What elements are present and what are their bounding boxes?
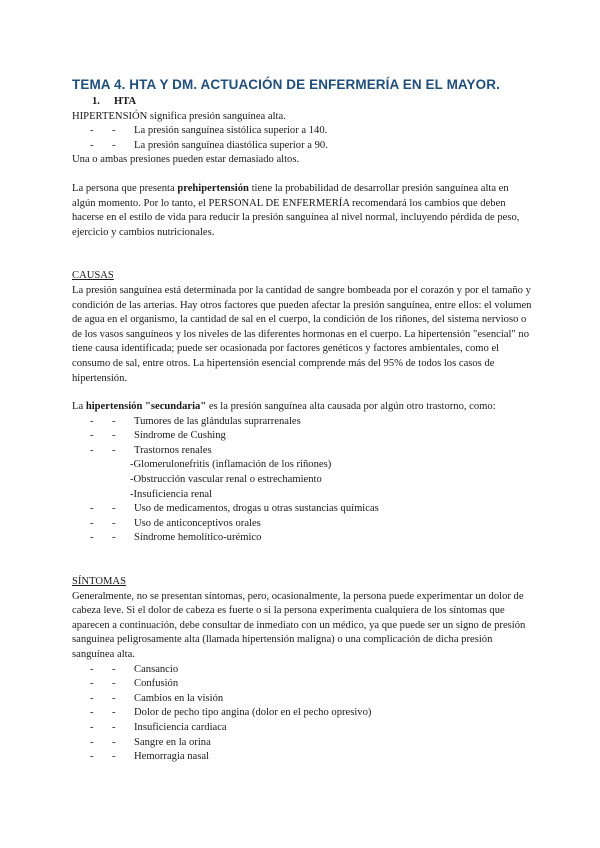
hta-outro: Una o ambas presiones pueden estar demasiado altos. — [72, 154, 300, 166]
prehipertension-paragraph: La persona que presenta prehipertensión tiene la probabilidad de desarrollar presión sanguínea alta en algún momento. Por lo tanto, el PERSONAL DE ENFERMERÍA recomendará los cambios que deben hacerse en el estilo de vida para reducir la presión sanguínea al nivel normal, incluyendo pérdida de peso, ejercicio y cambios nutricionales. — [72, 182, 520, 238]
sublist-item: -Glomerulonefritis (inflamación de los riñones) — [130, 459, 332, 471]
list-item: - - Cambios en la visión — [72, 692, 532, 707]
causas-list-continued — [72, 502, 532, 546]
section-heading-text: HTA — [114, 96, 137, 107]
hta-intro: HIPERTENSIÓN significa presión sanguínea alta. — [72, 110, 286, 122]
hta-list — [72, 124, 532, 153]
list-item: - - La presión sanguínea diastólica superior a 90. — [72, 139, 532, 154]
list-item: - - Cansancio — [72, 663, 532, 678]
list-item: - - Síndrome de Cushing — [72, 429, 532, 444]
secundaria-paragraph: La hipertensión "secundaria" es la presión sanguínea alta causada por algún otro trastorno, como: — [72, 401, 496, 413]
section-number: 1. — [92, 96, 100, 107]
sintomas-heading: SÍNTOMAS — [72, 576, 126, 588]
sublist-item: -Insuficiencia renal — [130, 488, 213, 500]
list-item: - - Sangre en la orina — [72, 736, 532, 751]
causas-list — [72, 415, 532, 459]
renal-sublist — [72, 458, 532, 502]
list-item: - - Uso de anticonceptivos orales — [72, 517, 532, 532]
causas-paragraph: La presión sanguínea está determinada por la cantidad de sangre bombeada por el corazón y por el tamaño y condición de las arterias. Hay otros factores que pueden afectar la presión sanguínea, entre ellos: el volumen de agua en el organismo, la cantidad de sal en el cuerpo, la condición de los riñones, del sistema nervioso o de los vasos sanguíneos y los niveles de las diferentes hormonas en el cuerpo. La hipertensión "esencial" no tiene causa identificada; puede ser ocasionada por factores genéticos y factores ambientales, como el consumo de sal, entre otros. La hipertensión esencial comprende más del 95% de todos los casos de hipertensión. — [72, 284, 532, 384]
list-item: - - La presión sanguínea sistólica superior a 140. — [72, 124, 532, 139]
prehipertension-term: prehipertensión — [177, 182, 249, 194]
list-item: - - Dolor de pecho tipo angina (dolor en el pecho opresivo) — [72, 706, 532, 721]
causas-heading: CAUSAS — [72, 270, 114, 282]
secundaria-term: hipertensión "secundaria" — [85, 401, 207, 413]
list-item: - - Hemorragia nasal — [72, 750, 532, 765]
sintomas-paragraph: Generalmente, no se presentan síntomas, pero, ocasionalmente, la persona puede experimentar un dolor de cabeza leve. Si el dolor de cabeza es fuerte o si la persona experimenta cualquiera de los síntomas que aparecen a continuación, debe consultar de inmediato con un médico, ya que puede ser un signo de presión sanguínea peligrosamente alta (llamada hipertensión maligna) o una complicación de dicha presión sanguínea alta. — [72, 590, 526, 660]
list-item: - - Tumores de las glándulas suprarrenales — [72, 415, 532, 430]
list-item: - - Uso de medicamentos, drogas u otras sustancias químicas — [72, 502, 532, 517]
document-page — [72, 76, 532, 765]
sintomas-list — [72, 663, 532, 765]
sublist-item: -Obstrucción vascular renal o estrechamiento — [130, 474, 322, 486]
page-title: TEMA 4. HTA Y DM. ACTUACIÓN DE ENFERMERÍA EN EL MAYOR. — [72, 77, 500, 92]
list-item: - - Insuficiencia cardiaca — [72, 721, 532, 736]
section-heading-hta — [92, 95, 532, 110]
list-item: - - Síndrome hemolítico-urémico — [72, 531, 532, 546]
list-item: - - Confusión — [72, 677, 532, 692]
list-item: - - Trastornos renales — [72, 444, 532, 459]
